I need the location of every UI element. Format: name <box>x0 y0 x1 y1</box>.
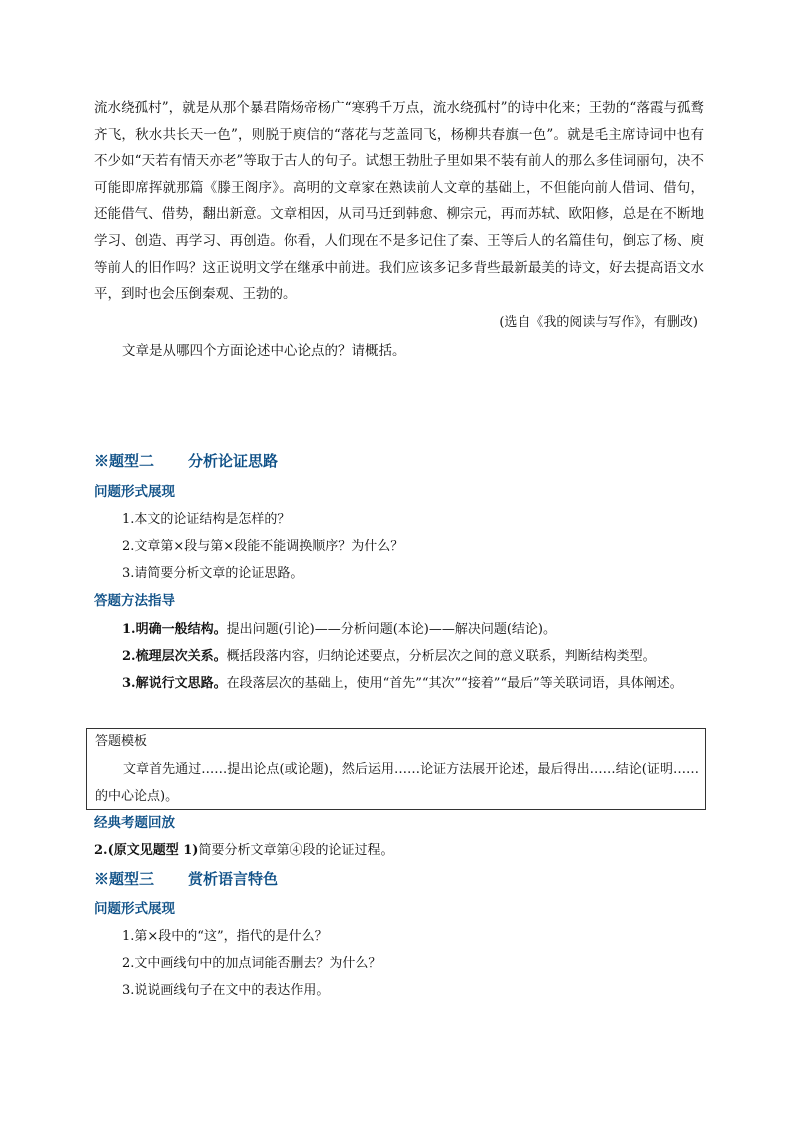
section3-form-item: 2.文中画线句中的加点词能否删去？为什么？ <box>122 956 382 971</box>
section3-title <box>94 867 278 891</box>
section3-forms-heading: 问题形式展现 <box>94 901 175 917</box>
review-question <box>94 840 393 862</box>
answer-template-box <box>86 728 706 810</box>
section2-method-heading: 答题方法指导 <box>94 593 175 609</box>
method-lead: 2.梳理层次关系。 <box>122 649 227 664</box>
method-lead: 1.明确一般结构。 <box>122 622 227 637</box>
method-item-1 <box>94 616 704 643</box>
method-item-3 <box>94 670 704 697</box>
section2-form-item: 2.文章第×段与第×段能不能调换顺序？为什么？ <box>122 539 404 554</box>
passage-source: (选自《我的阅读与写作》，有删改) <box>499 315 698 330</box>
method-text: 提出问题(引论)——分析问题(本论)——解决问题(结论)。 <box>226 622 557 637</box>
section3-form-item: 1.第×段中的“这”，指代的是什么？ <box>122 929 328 944</box>
section2-marker: ※题型二 <box>94 452 155 470</box>
section3-marker: ※题型三 <box>94 870 155 888</box>
section2-title-text: 分析论证思路 <box>188 452 279 470</box>
method-item-2 <box>94 643 704 670</box>
section2-form-item: 3.请简要分析文章的论证思路。 <box>122 566 304 581</box>
section3-title-text: 赏析语言特色 <box>188 870 279 888</box>
section3-form-item: 3.说说画线句子在文中的表达作用。 <box>122 983 330 998</box>
template-body: 文章首先通过……提出论点(或论题)，然后运用……论证方法展开论述，最后得出……结论(证明……的中心论点)。 <box>95 762 699 804</box>
template-title: 答题模板 <box>95 734 148 749</box>
section2-form-item: 1.本文的论证结构是怎样的？ <box>122 512 291 527</box>
review-question-text: 简要分析文章第④段的论证过程。 <box>198 843 394 858</box>
section2-title <box>94 449 278 473</box>
method-text: 在段落层次的基础上，使用“首先”“其次”“接着”“最后”等关联词语，具体阐述。 <box>226 676 683 691</box>
passage-paragraph: 流水绕孤村”，就是从那个暴君隋炀帝杨广“寒鸦千万点，流水绕孤村”的诗中化来；王勃的“落霞与孤鹜齐飞，秋水共长天一色”，则脱于庾信的“落花与芝盖同飞，杨柳共春旗一色”。就是毛主席诗词中也有不少如“天若有情天亦老”等取于古人的句子。试想王勃肚子里如果不装有前人的那么多佳词丽句，决不可能即席挥就那篇《滕王阁序》。高明的文章家在熟读前人文章的基础上，不但能向前人借词、借句，还能借气、借势，翻出新意。文章相因，从司马迁到韩愈、柳宗元，再而苏轼、欧阳修，总是在不断地学习、创造、再学习、再创造。你看，人们现在不是多记住了秦、王等后人的名篇佳句，倒忘了杨、庾等前人的旧作吗？这正说明文学在继承中前进。我们应该多记多背些最新最美的诗文，好去提高语文水平，到时也会压倒秦观、王勃的。 <box>94 100 704 303</box>
section2-review-heading: 经典考题回放 <box>94 815 175 831</box>
review-question-lead: 2.(原文见题型 1) <box>94 843 199 858</box>
section2-forms-heading: 问题形式展现 <box>94 484 175 500</box>
method-text: 概括段落内容，归纳论述要点，分析层次之间的意义联系，判断结构类型。 <box>226 649 656 664</box>
method-lead: 3.解说行文思路。 <box>122 676 227 691</box>
passage-question: 文章是从哪四个方面论述中心论点的？请概括。 <box>122 343 406 359</box>
